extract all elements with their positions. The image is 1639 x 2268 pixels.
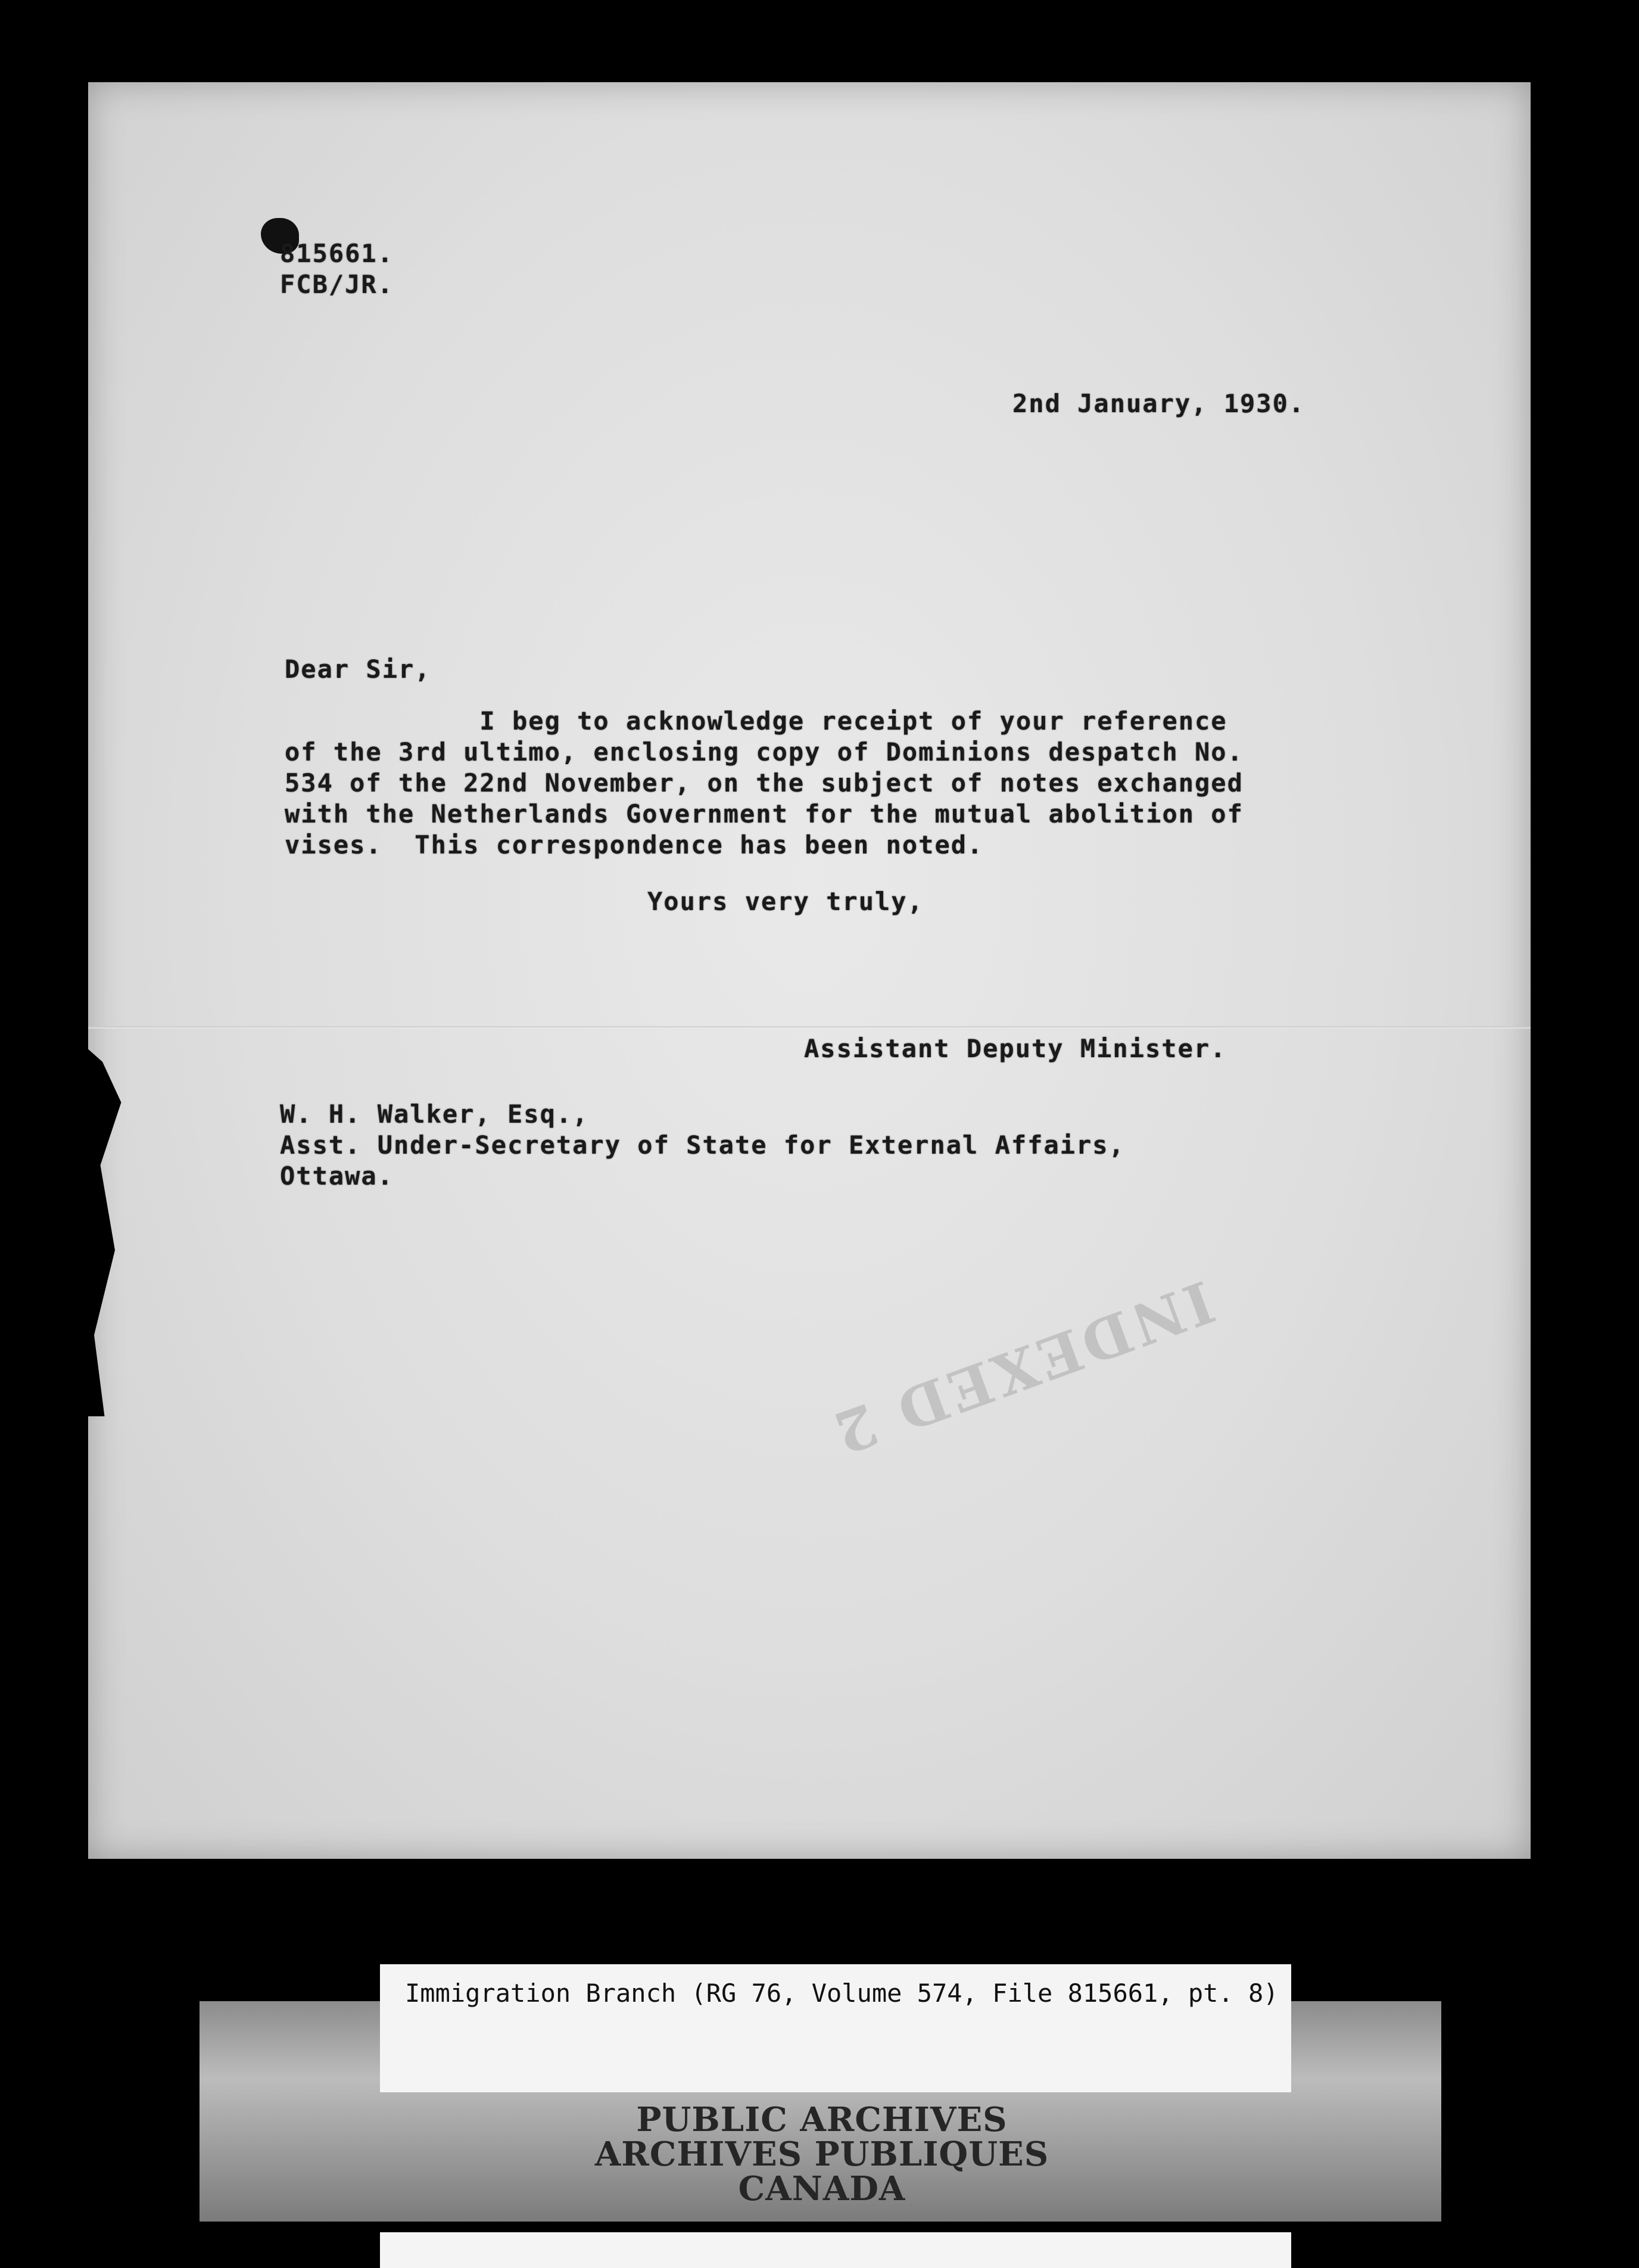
- next-frame-label: [380, 2232, 1291, 2268]
- complimentary-close: Yours very truly,: [647, 887, 924, 916]
- salutation: Dear Sir,: [285, 655, 431, 684]
- paper-fold-line: [88, 1026, 1531, 1029]
- body-line: with the Netherlands Government for the mutual abolition of: [285, 799, 1244, 828]
- addressee-name: W. H. Walker, Esq.,: [280, 1099, 589, 1129]
- file-reference: 815661.: [280, 239, 394, 268]
- archive-stamp-line: PUBLIC ARCHIVES: [636, 2100, 1008, 2139]
- body-line: vises. This correspondence has been noted.: [285, 830, 984, 859]
- addressee-title: Asst. Under-Secretary of State for External Affairs,: [280, 1130, 1125, 1160]
- body-line: I beg to acknowledge receipt of your reference: [285, 706, 1227, 736]
- torn-edge: [86, 1047, 127, 1416]
- addressee-block: [280, 1099, 1125, 1192]
- indexed-stamp: INDEXED 2: [822, 1267, 1223, 1468]
- reference-block: [280, 238, 394, 300]
- archive-stamp-line: CANADA: [738, 2169, 906, 2208]
- letter-body: [285, 706, 1244, 861]
- letter-sheet: [88, 82, 1531, 1859]
- initials-reference: FCB/JR.: [280, 270, 394, 299]
- archive-stamp-line: ARCHIVES PUBLIQUES: [594, 2135, 1049, 2174]
- signatory-title: Assistant Deputy Minister.: [804, 1034, 1227, 1063]
- addressee-city: Ottawa.: [280, 1161, 394, 1191]
- letter-date: 2nd January, 1930.: [1012, 389, 1305, 418]
- public-archives-stamp: [563, 2102, 1081, 2206]
- body-line: of the 3rd ultimo, enclosing copy of Dominions despatch No.: [285, 737, 1244, 767]
- body-line: 534 of the 22nd November, on the subject of notes exchanged: [285, 768, 1244, 797]
- archive-label: [380, 1964, 1291, 2092]
- archive-label-text: Immigration Branch (RG 76, Volume 574, File 815661, pt. 8): [405, 1979, 1279, 2008]
